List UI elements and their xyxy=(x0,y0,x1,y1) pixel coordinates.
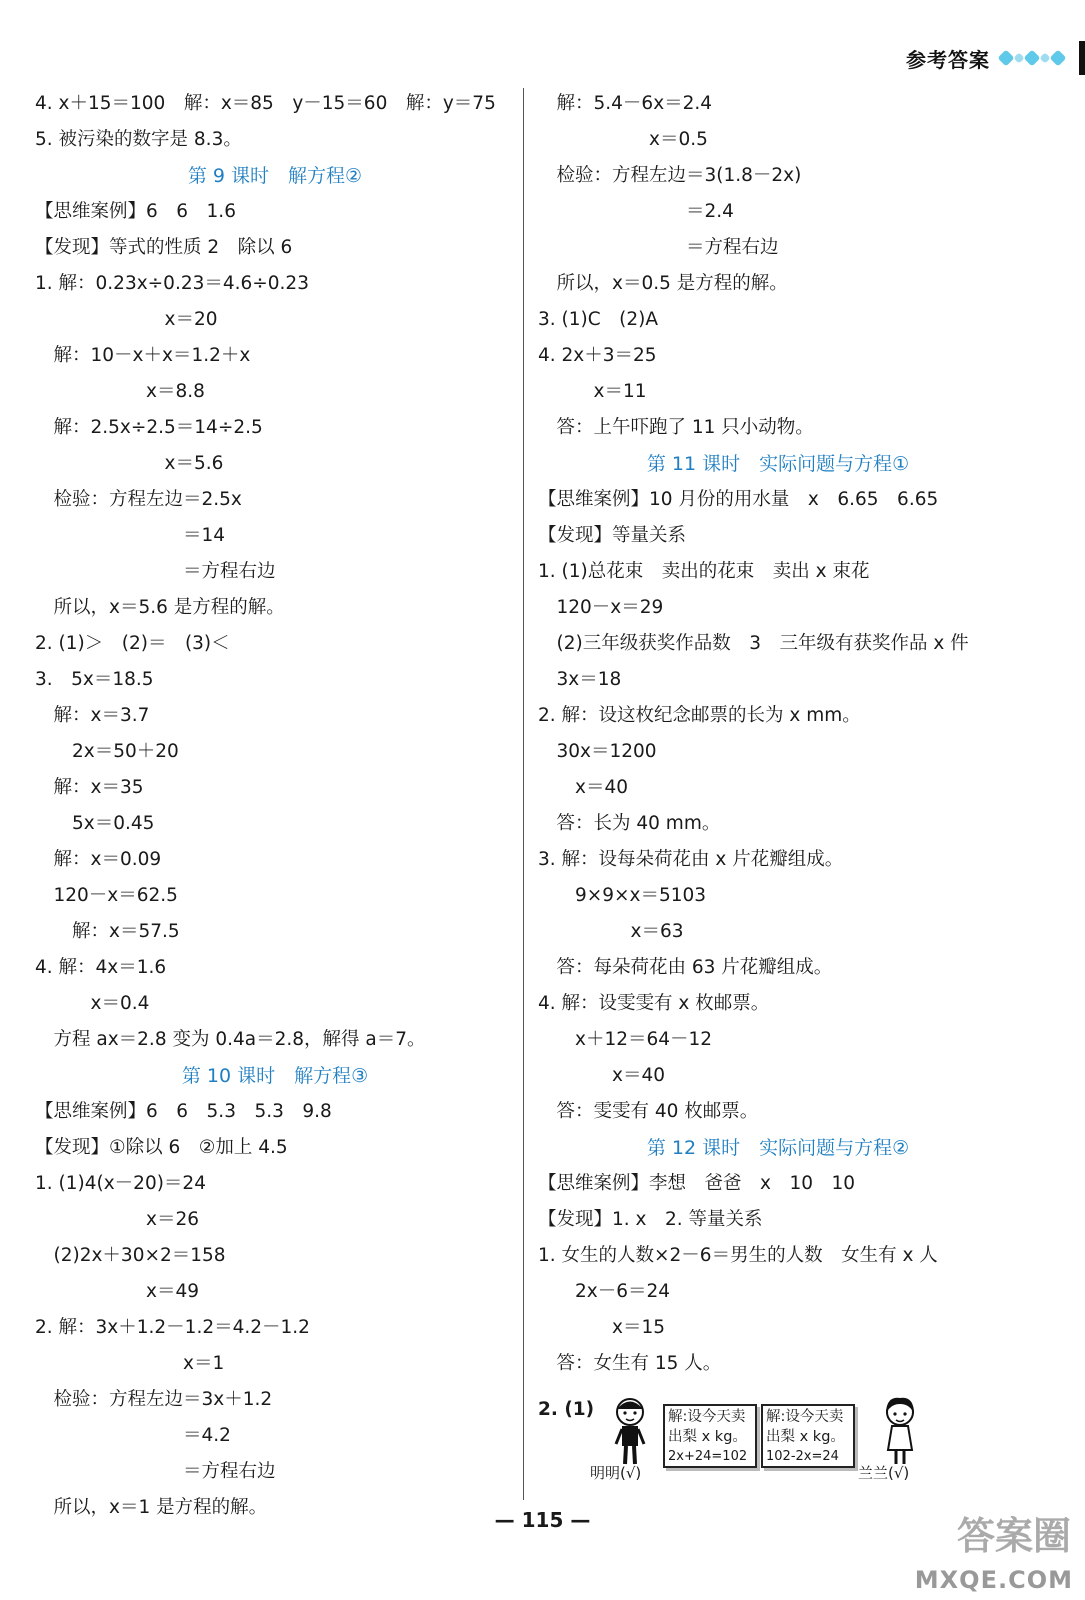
left-text-line: 4. 解：4x＝1.6 xyxy=(35,957,167,978)
right-text-line: 4. 解：设雯雯有 x 枚邮票。 xyxy=(538,993,770,1014)
right-text-line: 120－x＝29 xyxy=(538,597,664,618)
solution-box-b xyxy=(761,1404,855,1468)
right-text-line: 2x－6＝24 xyxy=(538,1281,671,1302)
right-text-line: 2. 解：设这枚纪念邮票的长为 x mm。 xyxy=(538,705,861,726)
left-text-line: ＝方程右边 xyxy=(35,561,276,582)
right-text-line: x＝40 xyxy=(538,1065,665,1086)
right-text-line: 【发现】等量关系 xyxy=(538,525,687,546)
right-text-line: 【发现】1. x 2. 等量关系 xyxy=(538,1209,763,1230)
left-text-line: ＝方程右边 xyxy=(35,1461,276,1482)
right-text-line: x＝15 xyxy=(538,1317,665,1338)
right-text-line: 3x＝18 xyxy=(538,669,622,690)
left-text-line: x＝5.6 xyxy=(35,453,224,474)
left-column xyxy=(35,86,515,1526)
left-text-line: ＝14 xyxy=(35,525,226,546)
left-text-line: (2)2x＋30×2＝158 xyxy=(35,1245,226,1266)
left-section-heading: 第 10 课时 解方程③ xyxy=(181,1065,369,1087)
caption-mingming: 明明(√) xyxy=(590,1464,642,1482)
left-text-line: x＝8.8 xyxy=(35,381,205,402)
caption-lanlan: 兰兰(√) xyxy=(858,1464,910,1482)
right-section-heading: 第 11 课时 实际问题与方程① xyxy=(646,453,910,475)
left-text-line: 所以，x＝5.6 是方程的解。 xyxy=(35,597,285,618)
left-text-line: 解：x＝3.7 xyxy=(35,705,150,726)
box-a-equation: 2x+24=102 xyxy=(668,1449,748,1464)
left-text-line: 3. 5x＝18.5 xyxy=(35,669,154,690)
header-decoration-icon xyxy=(1000,52,1067,64)
header-bar xyxy=(1079,41,1085,75)
right-text-line: 3. (1)C (2)A xyxy=(538,309,659,330)
left-text-line: 解：x＝0.09 xyxy=(35,849,162,870)
left-text-line: 解：10－x＋x＝1.2＋x xyxy=(35,345,251,366)
left-text-line: 方程 ax＝2.8 变为 0.4a＝2.8，解得 a＝7。 xyxy=(35,1029,426,1050)
right-text-line: 1. 女生的人数×2－6＝男生的人数 女生有 x 人 xyxy=(538,1245,938,1266)
left-text-line: 2. 解：3x＋1.2－1.2＝4.2－1.2 xyxy=(35,1317,310,1338)
right-text-line: 【思维案例】10 月份的用水量 x 6.65 6.65 xyxy=(538,489,939,510)
right-text-line: 检验：方程左边＝3(1.8－2x) xyxy=(538,165,802,186)
left-text-line: 5x＝0.45 xyxy=(35,813,155,834)
right-text-line: 答：每朵荷花由 63 片花瓣组成。 xyxy=(538,957,833,978)
right-text-line: 1. (1)总花束 卖出的花束 卖出 x 束花 xyxy=(538,561,870,582)
right-section-heading: 第 12 课时 实际问题与方程② xyxy=(646,1137,910,1159)
solution-box-a xyxy=(663,1404,757,1468)
right-text-line: (2)三年级获奖作品数 3 三年级有获奖作品 x 件 xyxy=(538,633,969,654)
left-text-line: 所以，x＝1 是方程的解。 xyxy=(35,1497,268,1518)
left-text-line: 【思维案例】6 6 5.3 5.3 9.8 xyxy=(35,1101,332,1122)
right-text-line: ＝方程右边 xyxy=(538,237,779,258)
right-text-line: x＝0.5 xyxy=(538,129,708,150)
left-text-line: 检验：方程左边＝2.5x xyxy=(35,489,242,510)
right-text-line: x＝40 xyxy=(538,777,628,798)
left-text-line: 检验：方程左边＝3x＋1.2 xyxy=(35,1389,273,1410)
left-text-line: ＝4.2 xyxy=(35,1425,231,1446)
left-text-line: x＝26 xyxy=(35,1209,199,1230)
right-text-line: ＝2.4 xyxy=(538,201,734,222)
left-text-line: 【发现】①除以 6 ②加上 4.5 xyxy=(35,1137,288,1158)
right-text-line: 3. 解：设每朵荷花由 x 片花瓣组成。 xyxy=(538,849,844,870)
left-text-line: 解：2.5x÷2.5＝14÷2.5 xyxy=(35,417,263,438)
page-number: — 115 — xyxy=(494,1508,591,1532)
box-b-line1: 解:设今天卖 xyxy=(766,1409,844,1425)
header-title: 参考答案 xyxy=(906,47,990,72)
right-text-line: 答：女生有 15 人。 xyxy=(538,1353,722,1374)
figure-label: 2. (1) xyxy=(538,1399,595,1420)
left-text-line: x＝1 xyxy=(35,1353,225,1374)
right-text-line: 答：雯雯有 40 枚邮票。 xyxy=(538,1101,759,1122)
left-text-line: 解：x＝35 xyxy=(35,777,144,798)
right-text-line: 所以，x＝0.5 是方程的解。 xyxy=(538,273,788,294)
left-text-line: 120－x＝62.5 xyxy=(35,885,178,906)
box-a-line1: 解:设今天卖 xyxy=(668,1409,746,1425)
right-text-line: x＋12＝64－12 xyxy=(538,1029,713,1050)
left-text-line: x＝20 xyxy=(35,309,218,330)
right-text-line: 30x＝1200 xyxy=(538,741,657,762)
left-text-line: 5. 被污染的数字是 8.3。 xyxy=(35,129,242,150)
page-header xyxy=(906,38,1085,78)
box-a-line2: 出梨 x kg。 xyxy=(668,1429,747,1445)
left-text-line: 1. (1)4(x－20)＝24 xyxy=(35,1173,206,1194)
box-b-equation: 102-2x=24 xyxy=(766,1449,839,1464)
left-text-line: x＝49 xyxy=(35,1281,199,1302)
right-text-line: x＝11 xyxy=(538,381,647,402)
answer-figure xyxy=(538,1390,938,1488)
left-text-line: 2. (1)＞ (2)＝ (3)＜ xyxy=(35,633,230,654)
left-text-line: 【思维案例】6 6 1.6 xyxy=(35,201,236,222)
left-text-line: 4. x＋15＝100 解：x＝85 y－15＝60 解：y＝75 xyxy=(35,93,496,114)
left-text-line: 2x＝50＋20 xyxy=(35,741,179,762)
right-text-line: 解：5.4－6x＝2.4 xyxy=(538,93,713,114)
right-text-line: 9×9×x＝5103 xyxy=(538,885,707,906)
left-text-line: 1. 解：0.23x÷0.23＝4.6÷0.23 xyxy=(35,273,309,294)
right-column xyxy=(538,86,1018,1382)
right-text-line: 答：上午吓跑了 11 只小动物。 xyxy=(538,417,814,438)
right-text-line: 答：长为 40 mm。 xyxy=(538,813,721,834)
right-text-line: 4. 2x＋3＝25 xyxy=(538,345,657,366)
box-b-line2: 出梨 x kg。 xyxy=(766,1429,845,1445)
left-text-line: 【发现】等式的性质 2 除以 6 xyxy=(35,237,293,258)
watermark-logo: 答案圈 xyxy=(956,1514,1071,1558)
left-section-heading: 第 9 课时 解方程② xyxy=(187,165,363,187)
right-text-line: x＝63 xyxy=(538,921,684,942)
column-divider xyxy=(523,88,524,1500)
right-text-line: 【思维案例】李想 爸爸 x 10 10 xyxy=(538,1173,856,1194)
left-text-line: x＝0.4 xyxy=(35,993,150,1014)
left-text-line: 解：x＝57.5 xyxy=(35,921,180,942)
watermark-url: MXQE.COM xyxy=(914,1566,1073,1594)
